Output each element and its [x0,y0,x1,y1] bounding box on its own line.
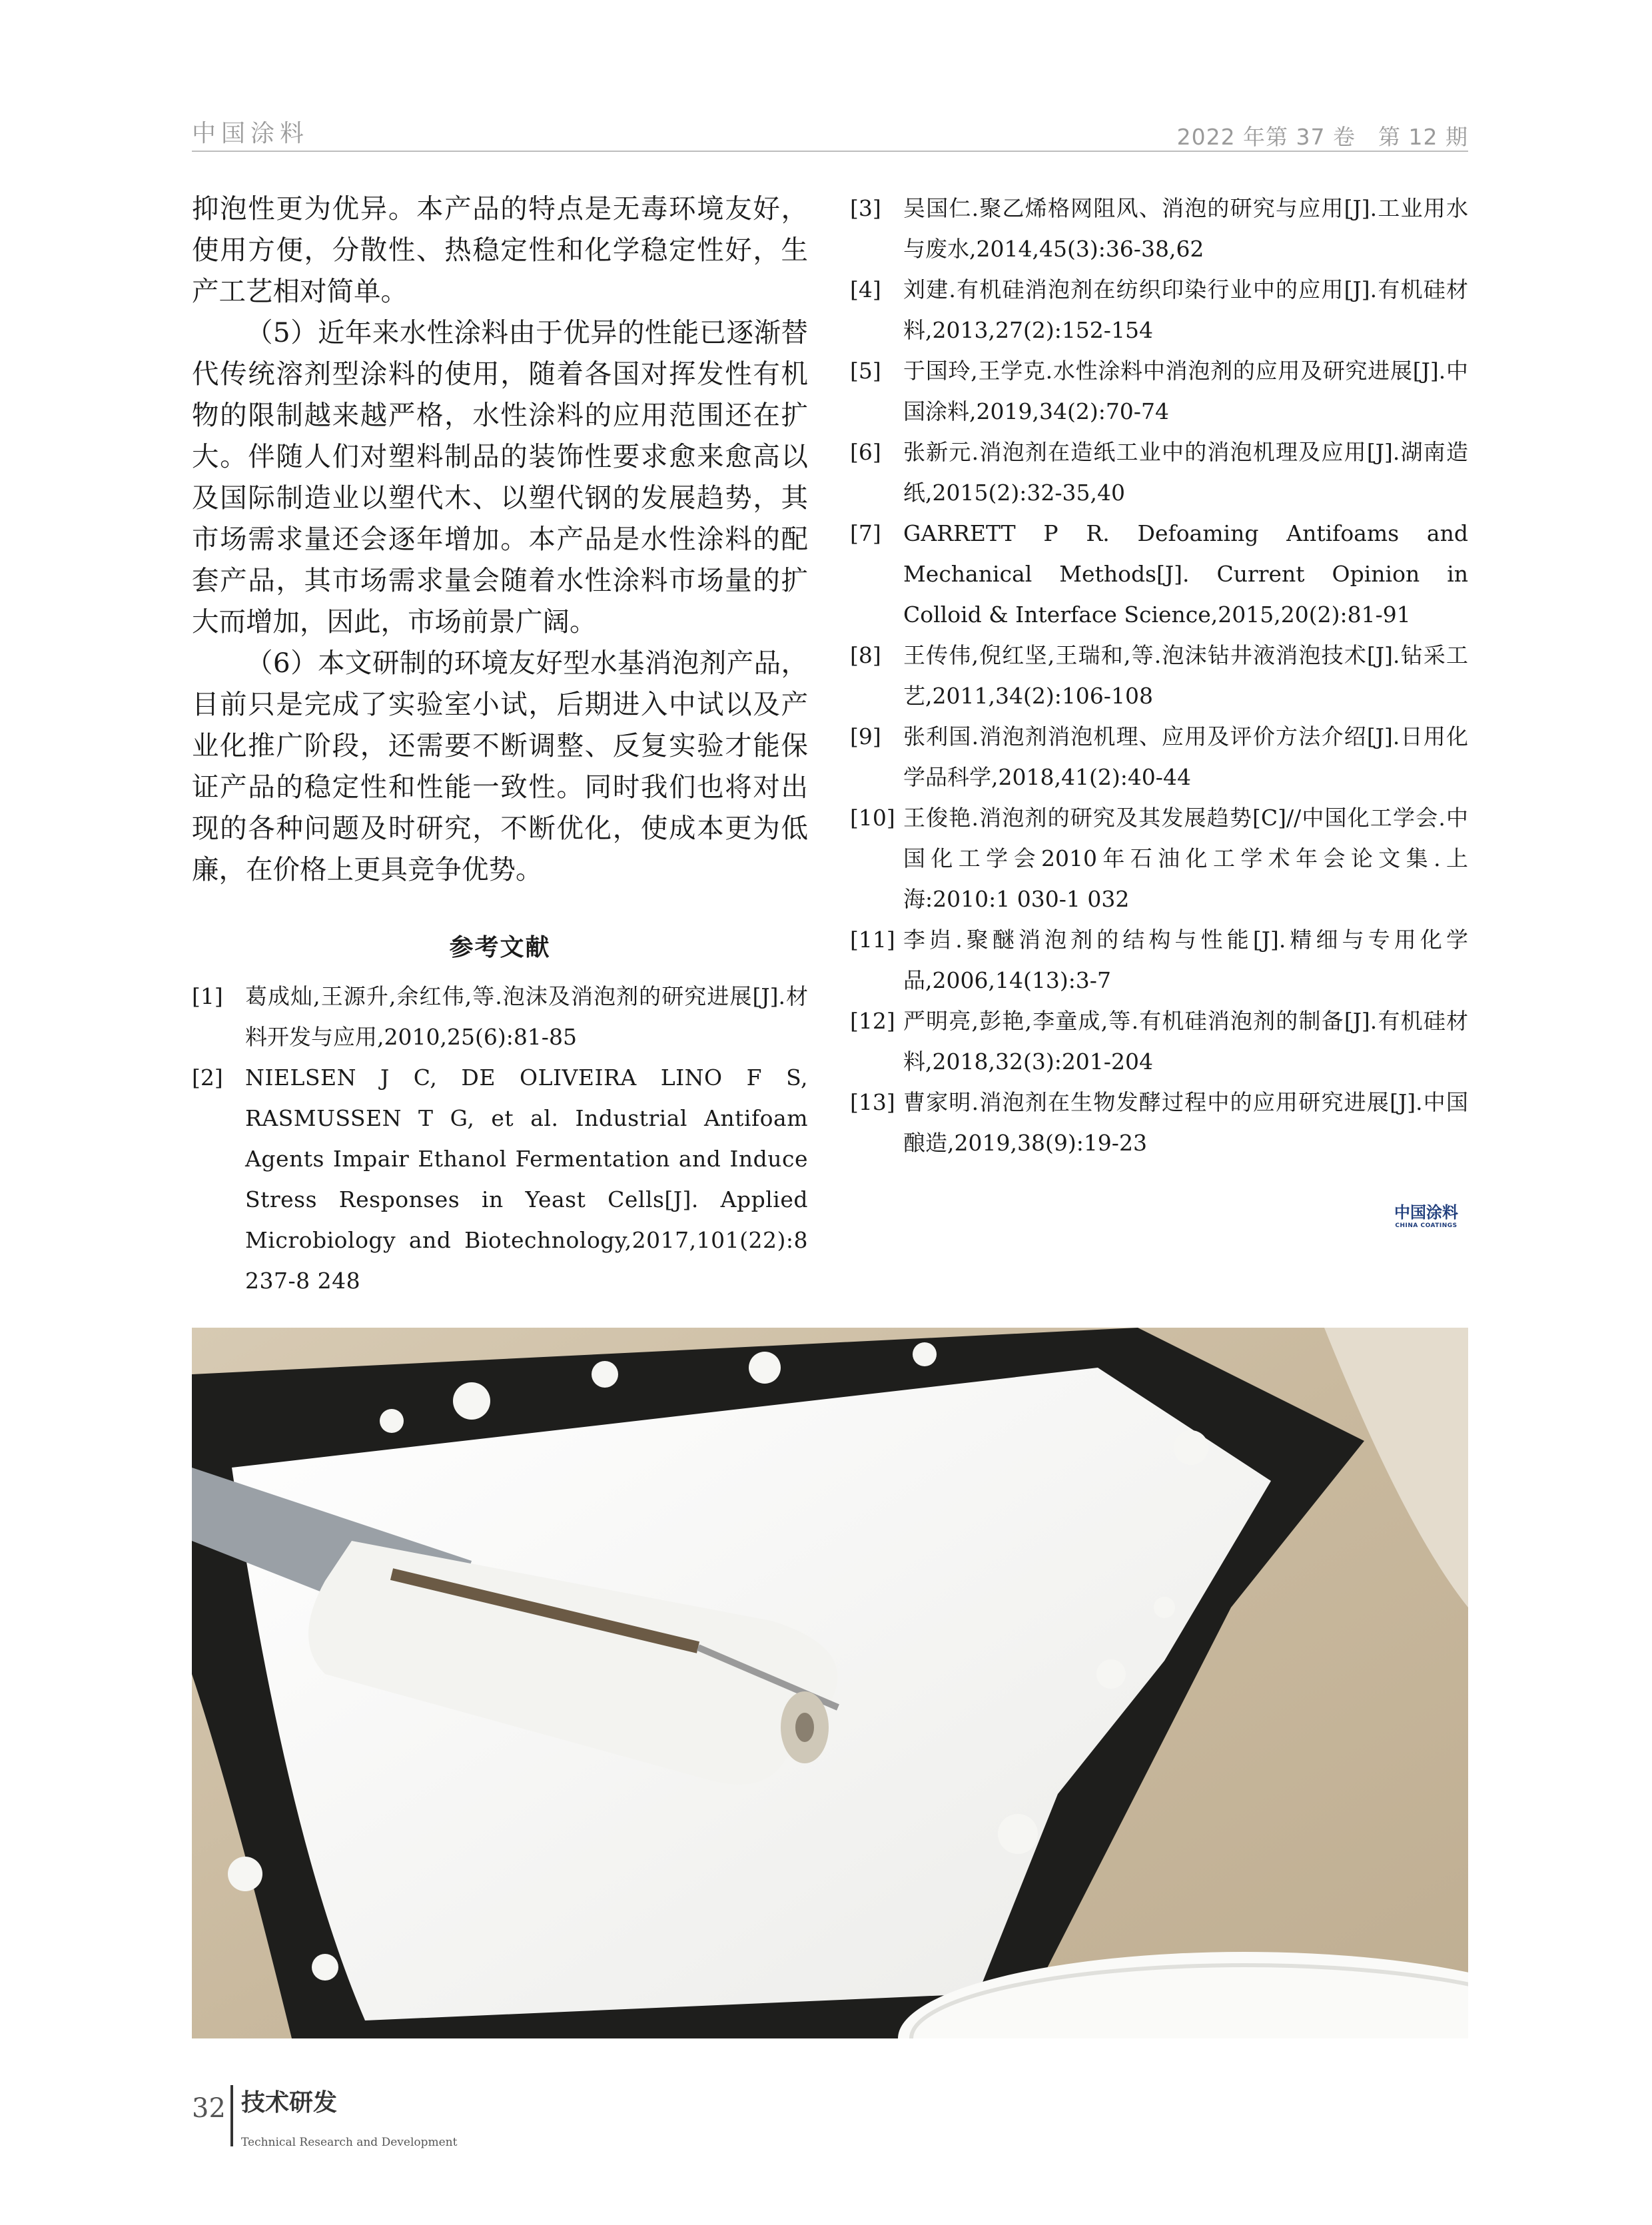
reference-number: [11] [850,927,895,953]
paragraph-1: 抑泡性更为优异。本产品的特点是无毒环境友好，使用方便，分散性、热稳定性和化学稳定性好，生产工艺相对简单。 [192,193,808,307]
footer-divider [230,2085,233,2146]
right-column [850,188,1468,1163]
reference-text: 李岿.聚醚消泡剂的结构与性能[J].精细与专用化学品,2006,14(13):3-7 [903,927,1468,993]
reference-text: 严明亮,彭艳,李童成,等.有机硅消泡剂的制备[J].有机硅材料,2018,32(3):201-204 [903,1008,1468,1075]
section-title-en: Technical Research and Development [241,2136,458,2149]
references-title: 参考文献 [449,934,551,961]
reference-text: 王传伟,倪红坚,王瑞和,等.泡沫钻井液消泡技术[J].钻采工艺,2011,34(2):106-108 [903,642,1468,709]
reference-text: 张利国.消泡剂消泡机理、应用及评价方法介绍[J].日用化学品科学,2018,41(2):40-44 [903,723,1468,790]
reference-text: 葛成灿,王源升,余红伟,等.泡沫及消泡剂的研究进展[J].材料开发与应用,2010,25(6):81-85 [245,983,808,1050]
reference-number: [10] [850,805,895,831]
reference-item [850,188,1468,269]
reference-item [850,513,1468,635]
reference-text: 曹家明.消泡剂在生物发酵过程中的应用研究进展[J].中国酿造,2019,38(9):19-23 [903,1089,1468,1156]
reference-number: [12] [850,1008,895,1034]
reference-item [850,1082,1468,1163]
reference-text: 于国玲,王学克.水性涂料中消泡剂的应用及研究进展[J].中国涂料,2019,34(2):70-74 [903,358,1468,424]
reference-number: [6] [850,439,881,465]
reference-item [850,716,1468,797]
reference-item [192,976,808,1057]
reference-number: [3] [850,195,881,221]
left-column [192,188,808,1301]
reference-text: GARRETT P R. Defoaming Antifoams and Mechanical Methods[J]. Current Opinion in Colloid & Interface Science,2015,20(2):81-91 [903,520,1468,628]
logo-cn: 中国涂料 [1394,1203,1458,1222]
reference-item [850,350,1468,432]
journal-name: 中国涂料 [192,120,310,147]
reference-text: 张新元.消泡剂在造纸工业中的消泡机理及应用[J].湖南造纸,2015(2):32-35,40 [903,439,1468,506]
reference-number: [7] [850,520,881,546]
paint-roller-tray-image [192,1328,1468,2038]
reference-number: [9] [850,723,881,749]
reference-item [850,919,1468,1001]
logo-en: CHINA COATINGS [1395,1222,1457,1229]
page-number: 32 [192,2093,226,2124]
reference-number: [13] [850,1089,895,1115]
reference-text: 刘建.有机硅消泡剂在纺织印染行业中的应用[J].有机硅材料,2013,27(2):152-154 [903,276,1468,343]
reference-number: [8] [850,642,881,668]
issue-info: 2022 年第 37 卷 第 12 期 [1176,124,1468,150]
reference-text: 吴国仁.聚乙烯格网阻风、消泡的研究与应用[J].工业用水与废水,2014,45(3):36-38,62 [903,195,1468,262]
reference-number: [1] [192,983,223,1009]
body-text [192,188,808,890]
reference-item [192,1057,808,1301]
reference-item [850,269,1468,350]
reference-item [850,1001,1468,1082]
reference-text: 王俊艳.消泡剂的研究及其发展趋势[C]//中国化工学会.中国化工学会2010年石油化工学术年会论文集.上海:2010:1 030-1 032 [903,805,1468,912]
header-divider [192,151,1468,152]
paragraph-3: （6）本文研制的环境友好型水基消泡剂产品，目前只是完成了实验室小试，后期进入中试以及产业化推广阶段，还需要不断调整、反复实验才能保证产品的稳定性和性能一致性。同时我们也将对出现的各种问题及时研究，不断优化，使成本更为低廉，在价格上更具竞争优势。 [192,647,808,885]
reference-number: [4] [850,276,881,302]
paragraph-2: （5）近年来水性涂料由于优异的性能已逐渐替代传统溶剂型涂料的使用，随着各国对挥发性有机物的限制越来越严格，水性涂料的应用范围还在扩大。伴随人们对塑料制品的装饰性要求愈来愈高以及国际制造业以塑代木、以塑代钢的发展趋势，其市场需求量还会逐年增加。本产品是水性涂料的配套产品，其市场需求量会随着水性涂料市场量的扩大而增加，因此，市场前景广阔。 [192,316,808,638]
reference-number: [2] [192,1065,223,1091]
reference-number: [5] [850,358,881,384]
reference-item [850,432,1468,513]
paint-tray-photo [192,1328,1468,2038]
reference-item [850,635,1468,716]
reference-item [850,797,1468,919]
section-title-cn: 技术研发 [241,2089,338,2116]
reference-text: NIELSEN J C, DE OLIVEIRA LINO F S, RASMUSSEN T G, et al. Industrial Antifoam Agents Impair Ethanol Fermentation and Induce Stress Responses in Yeast Cells[J]. Applied Microbiology and Biotechnology,2017,101(22):8 237-8 248 [245,1065,808,1294]
china-coatings-logo [1383,1199,1469,1229]
